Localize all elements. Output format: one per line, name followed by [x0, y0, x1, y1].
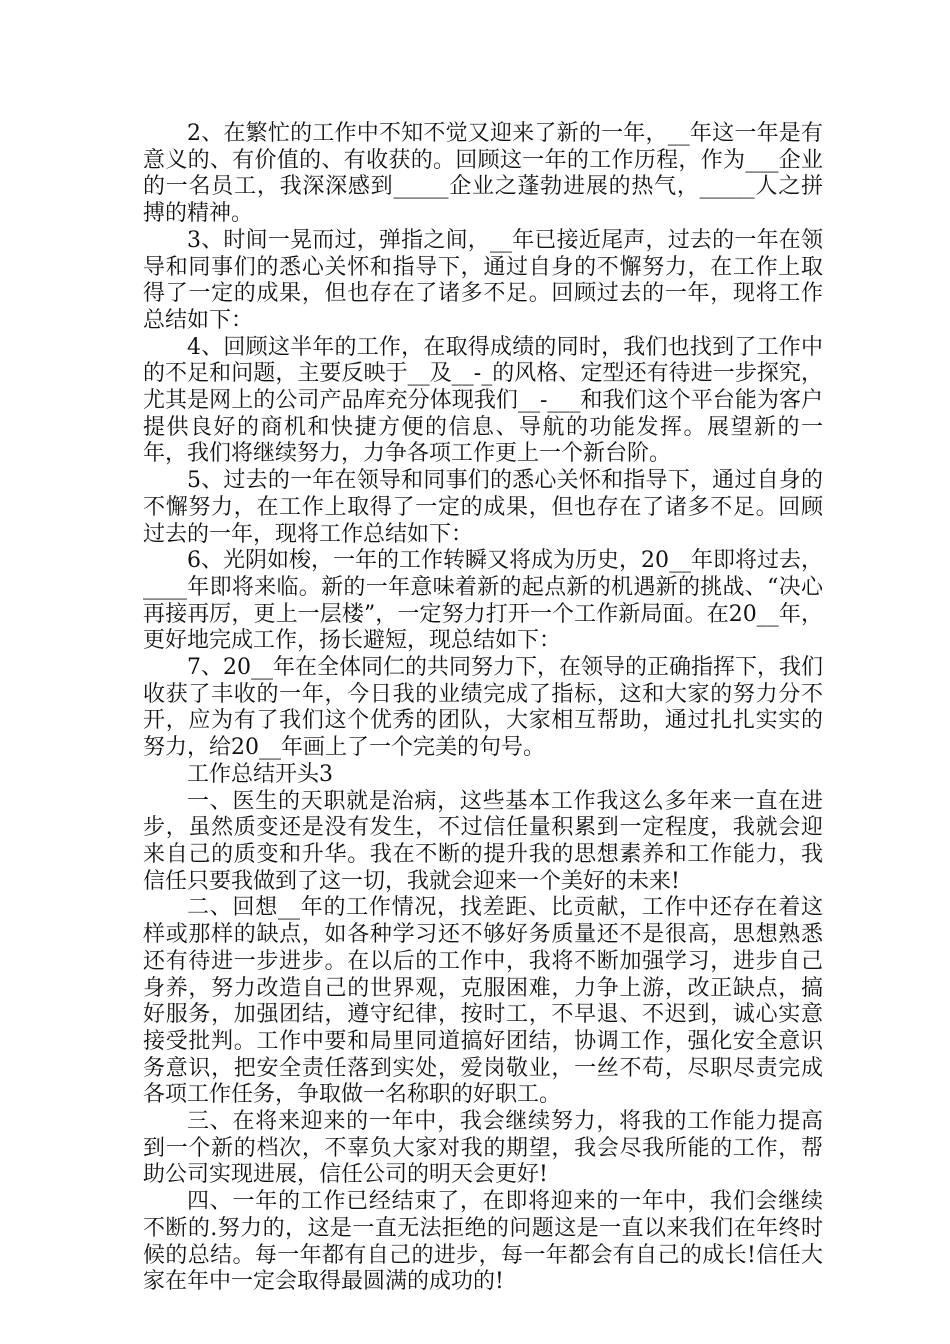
paragraph-6: 6、光阴如梭，一年的工作转瞬又将成为历史，20__年即将过去，____年即将来临。新的一年意味着新的起点新的机遇新的挑战、“决心再接再厉，更上一层楼”，一定努力打开一个工作新局面。在20__年，更好地完成工作，扬长避短，现总结如下： — [143, 548, 823, 654]
paragraph-7: 7、20__年在全体同仁的共同努力下，在领导的正确指挥下，我们收获了丰收的一年，今日我的业绩完成了指标，这和大家的努力分不开，应为有了我们这个优秀的团队，大家相互帮助，通过扎扎实实的努力，给20__年画上了一个完美的句号。 — [143, 655, 823, 761]
paragraph-four: 四、一年的工作已经结束了，在即将迎来的一年中，我们会继续不断的.努力的，这是一直无法拒绝的问题这是一直以来我们在年终时候的总结。每一年都有自己的进步，每一年都会有自己的成长!信任大家在年中一定会取得最圆满的成功的! — [143, 1189, 823, 1295]
paragraph-4: 4、回顾这半年的工作，在取得成绩的同时，我们也找到了工作中的不足和问题，主要反映于__及__-_的风格、定型还有待进一步探究，尤其是网上的公司产品库充分体现我们__-___和我们这个平台能为客户提供良好的商机和快捷方便的信息、导航的功能发挥。展望新的一年，我们将继续努力，力争各项工作更上一个新台阶。 — [143, 334, 823, 467]
paragraph-two: 二、回想__年的工作情况，找差距、比贡献，工作中还存在着这样或那样的缺点，如各种学习还不够好务质量还不是很高，思想熟悉还有待进一步进步。在以后的工作中，我将不断加强学习，进步自己身养，努力改造自己的世界观，克服困难，力争上游，改正缺点，搞好服务，加强团结，遵守纪律，按时工，不早退、不迟到，诚心实意接受批判。工作中要和局里同道搞好团结，协调工作，强化安全意识务意识，把安全责任落到实处，爱岗敬业，一丝不苟，尽职尽责完成各项工作任务，争取做一名称职的好职工。 — [143, 895, 823, 1108]
paragraph-three: 三、在将来迎来的一年中，我会继续努力，将我的工作能力提高到一个新的档次，不辜负大家对我的期望，我会尽我所能的工作，帮助公司实现进展，信任公司的明天会更好! — [143, 1109, 823, 1188]
section-heading: 工作总结开头3 — [187, 761, 333, 787]
paragraph-2: 2、在繁忙的工作中不知不觉又迎来了新的一年，__年这一年是有意义的、有价值的、有收获的。回顾这一年的工作历程，作为___企业的一名员工，我深深感到_____企业之蓬勃进展的热气，_____人之拼搏的精神。 — [143, 121, 823, 227]
paragraph-5: 5、过去的一年在领导和同事们的悉心关怀和指导下，通过自身的不懈努力，在工作上取得了一定的成果，但也存在了诸多不足。回顾过去的一年，现将工作总结如下： — [143, 468, 823, 547]
paragraph-3: 3、时间一晃而过，弹指之间，__年已接近尾声，过去的一年在领导和同事们的悉心关怀和指导下，通过自身的不懈努力，在工作上取得了一定的成果，但也存在了诸多不足。回顾过去的一年，现将工作总结如下： — [143, 227, 823, 333]
document-page — [143, 121, 823, 1296]
paragraph-one: 一、医生的天职就是治病，这些基本工作我这么多年来一直在进步，虽然质变还是没有发生，不过信任量积累到一定程度，我就会迎来自己的质变和升华。我在不断的提升我的思想素养和工作能力，我信任只要我做到了这一切，我就会迎来一个美好的未来! — [143, 788, 823, 894]
